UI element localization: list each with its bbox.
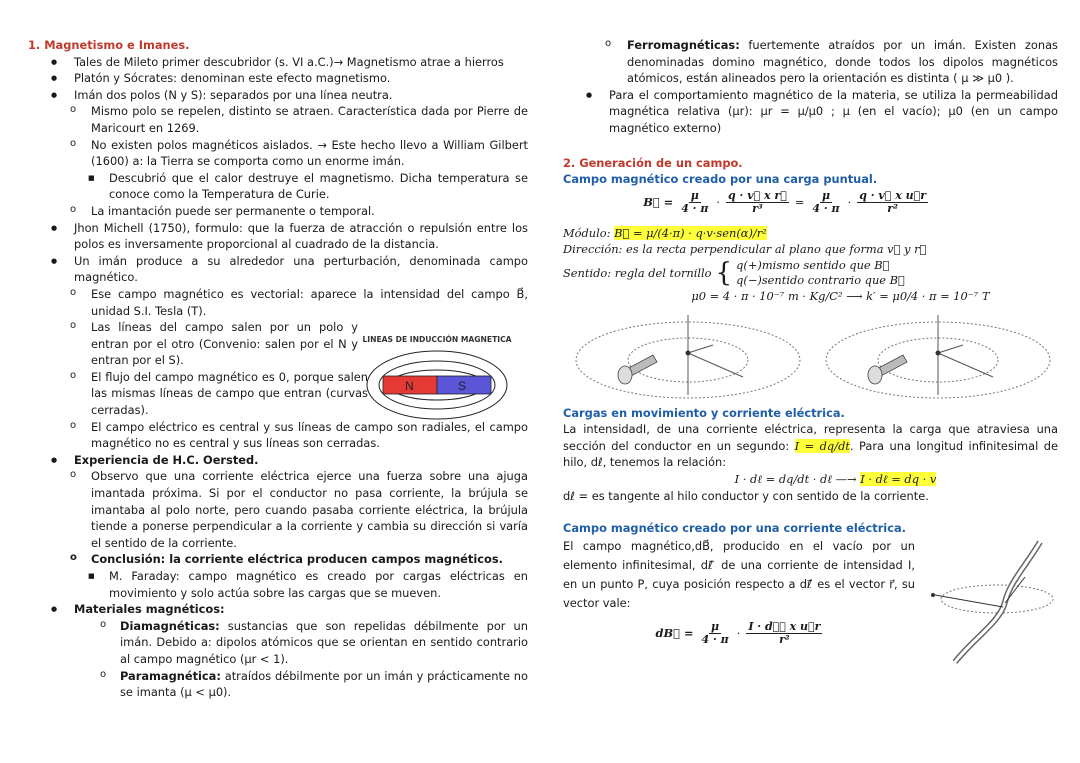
modulo-equation: B⃗ = μ/(4·π) · q·v·sen(α)/r²	[614, 225, 767, 240]
bullet-ferromagneticas	[563, 37, 1058, 87]
bullet-iman-polos: ● Imán dos polos (N y S): separados por una línea neutra.	[28, 87, 528, 104]
bullet-lineas: o Las líneas del campo salen por un polo y entran por el otro (Convenio: salen por el N y entran por el S).	[28, 319, 358, 369]
bullet-imantacion: o La imantación puede ser permanente o temporal.	[28, 203, 528, 220]
dia-label: Diamagnéticas:	[120, 618, 220, 633]
current-field-paragraph: El campo magnético,dB⃗, producido en el vacío por un elemento infinitesimal, dℓ⃗ de una corriente de intensidad I, en un punto P, cuya posición respecto a dℓ⃗ es el vector r⃗, su vector vale:	[563, 538, 915, 610]
materials-continued-list	[563, 37, 1058, 137]
bullet-mismo-polo: o Mismo polo se repelen, distinto se atraen. Característica dada por Pierre de Maricourt en 1269.	[28, 103, 528, 136]
ferro-text: fuertemente atraídos por un imán. Existen zonas denominadas domino magnético, donde todos los dipolos magnéticos atómicos, están alineados pero la orientación es distinta ( μ ≫ μ0 ).	[627, 38, 1058, 86]
cargas-title: Cargas en movimiento y corriente eléctrica.	[563, 405, 845, 420]
intensity-equation: I = dq/dt	[794, 438, 850, 453]
modulo-label: Módulo:	[563, 225, 611, 240]
bullet-conclusion: o Conclusión: la corriente eléctrica producen campos magnéticos.	[28, 551, 528, 568]
tangent-note: dℓ = es tangente al hilo conductor y con sentido de la corriente.	[563, 488, 929, 503]
sentido-block: Sentido: regla del tornillo { q(+)mismo sentido que B⃗ q(−)sentido contrario que B⃗	[563, 257, 905, 288]
eq1-frac-mu: $\frac{\mu}{4 \cdot \pi}$	[681, 188, 709, 215]
sentido-label: Sentido: regla del tornillo	[563, 265, 712, 280]
eq1-frac-mu-2: $\frac{\mu}{4 \cdot \pi}$	[812, 188, 840, 215]
cargas-paragraph: La intensidadI, de una corriente eléctrica, representa la carga que atraviesa una sección del conductor en un segundo: I = dq/dt. Para una longitud infinitesimal de hilo, dℓ, tenemos la relación:	[563, 422, 1058, 470]
section-2-title: 2. Generación de un campo.	[563, 155, 743, 170]
pole-n-label: N	[405, 379, 414, 393]
right-column	[563, 37, 1058, 667]
sentido-positive: q(+)mismo sentido que B⃗	[736, 257, 890, 272]
bullet-electrico: o El campo eléctrico es central y sus líneas de campo son radiales, el campo magnético no es central y sus líneas son cerradas.	[28, 419, 528, 452]
relation-highlight: I · dℓ = dq · v	[860, 471, 937, 486]
bullet-no-existen: o No existen polos magnéticos aislados. → Este hecho llevo a William Gilbert (1600) a: la Tierra se comporta como un enorme imán.	[28, 137, 528, 170]
bullet-perturbacion: ● Un imán produce a su alrededor una perturbación, denominada campo magnético.	[28, 253, 528, 286]
bullet-vectorial: o Ese campo magnético es vectorial: aparece la intensidad del campo B⃗, unidad S.I. Tesla (T).	[28, 286, 528, 319]
point-charge-subtitle: Campo magnético creado por una carga puntual.	[563, 172, 878, 187]
dia-text: sustancias que son repelidas débilmente por un imán. Debido a: dipolos atómicos que se orientan en sentido contrario al campo magnético (μr < 1).	[120, 618, 528, 666]
magnet-figure-title: LINEAS DE INDUCCIÓN MAGNETICA	[362, 335, 512, 344]
para-text: atraídos débilmente por un imán y prácticamente no se imanta (μ < μ0).	[120, 668, 528, 700]
bullet-descubrio: ■ Descubrió que el calor destruye el magnetismo. Dicha temperatura se conoce como la Temperatura de Curie.	[28, 170, 528, 203]
eq2-lhs: dB⃗ =	[655, 625, 694, 640]
magnet-figure	[357, 335, 517, 427]
modulo-line	[563, 225, 1058, 242]
point-charge-equation: B⃗ = $\frac{\mu}{4 \cdot \pi}$ · $\frac{\text{q · v⃗ x r⃗}}{\text{r³}}$ = $\frac{\mu}{4 \cdot \pi}$ · $\frac{\text{q · v⃗ x u⃗r}}{\text{r²}}$	[643, 188, 926, 215]
current-field-title: Campo magnético creado por una corriente eléctrica.	[563, 521, 906, 536]
current-field-block	[563, 537, 1058, 667]
bullet-paramagnetica	[28, 668, 528, 701]
eq1-lhs: B⃗ =	[643, 194, 674, 209]
bullet-flujo: o El flujo del campo magnético es 0, porque salen las mismas líneas de campo que entran (curvas cerradas).	[28, 369, 368, 419]
bullet-permeabilidad: ● Para el comportamiento magnético de la materia, se utiliza la permeabilidad magnética relativa (μr): μr = μ/μ0 ; μ (en el vacío); μ0 (en un campo magnético externo)	[563, 87, 1058, 137]
bullet-tales: ● Tales de Mileto primer descubridor (s. VI a.C.)→ Magnetismo atrae a hierros	[28, 54, 528, 71]
ferro-label: Ferromagnéticas:	[627, 38, 740, 52]
relation-equation: I · dℓ = dq/dt · dℓ —→ I · dℓ = dq · v	[734, 471, 937, 486]
current-wire-figure	[915, 537, 1055, 667]
screw-icon	[618, 355, 657, 384]
direccion-line: Dirección: es la recta perpendicular al plano que forma v⃗ y r⃗	[563, 242, 927, 257]
bullet-faraday: ■ M. Faraday: campo magnético es creado por cargas eléctricas en movimiento y solo actúa sobre las cargas que se mueven.	[28, 568, 528, 601]
bullet-materiales: ● Materiales magnéticos:	[28, 601, 528, 618]
bullet-michell: ● Jhon Michell (1750), formulo: que la fuerza de atracción o repulsión entre los polos es inversamente proporcional al cuadrado de la distancia.	[28, 220, 528, 253]
section-1-title: 1. Magnetismo e Imanes.	[28, 38, 190, 52]
eq1-frac-2: $\frac{\text{q · v⃗ x u⃗r}}{\text{r²}}$	[859, 188, 926, 215]
bullet-platon: ● Platón y Sócrates: denominan este efecto magnetismo.	[28, 70, 528, 87]
bullet-oersted: ● Experiencia de H.C. Oersted.	[28, 452, 528, 469]
sentido-negative: q(−)sentido contrario que B⃗	[736, 272, 905, 287]
eq1-frac-1: $\frac{\text{q · v⃗ x r⃗}}{\text{r³}}$	[728, 188, 787, 215]
bullet-observo: o Observo que una corriente eléctrica ejerce una fuerza sobre una ajuga imantada próxima. Si por el conductor no pasa corriente, la brújula se imantaba al polo norte, pero cuando pasaba corriente eléctrica, la brújula tiende a ponerse perpendicular a la corriente y cambia su dirección si varía el sentido de la corriente.	[28, 468, 528, 551]
para-label: Paramagnética:	[120, 668, 221, 683]
pole-s-label: S	[458, 379, 467, 393]
current-field-equation: dB⃗ = $\frac{\mu}{4 \cdot \pi}$ · $\frac{\text{I · dℓ⃗ x u⃗r}}{\text{r²}}$	[655, 619, 821, 646]
point-charge-figures	[563, 305, 1058, 405]
magnet-field-lines-svg	[357, 345, 517, 425]
bullet-diamagneticas	[28, 618, 528, 668]
mu0-equation: μ0 = 4 · π · 10⁻⁷ m · Kg/C² ⟶ k′ = μ0/4 · π = 10⁻⁷ T	[691, 288, 990, 303]
screw-icon	[868, 355, 907, 384]
